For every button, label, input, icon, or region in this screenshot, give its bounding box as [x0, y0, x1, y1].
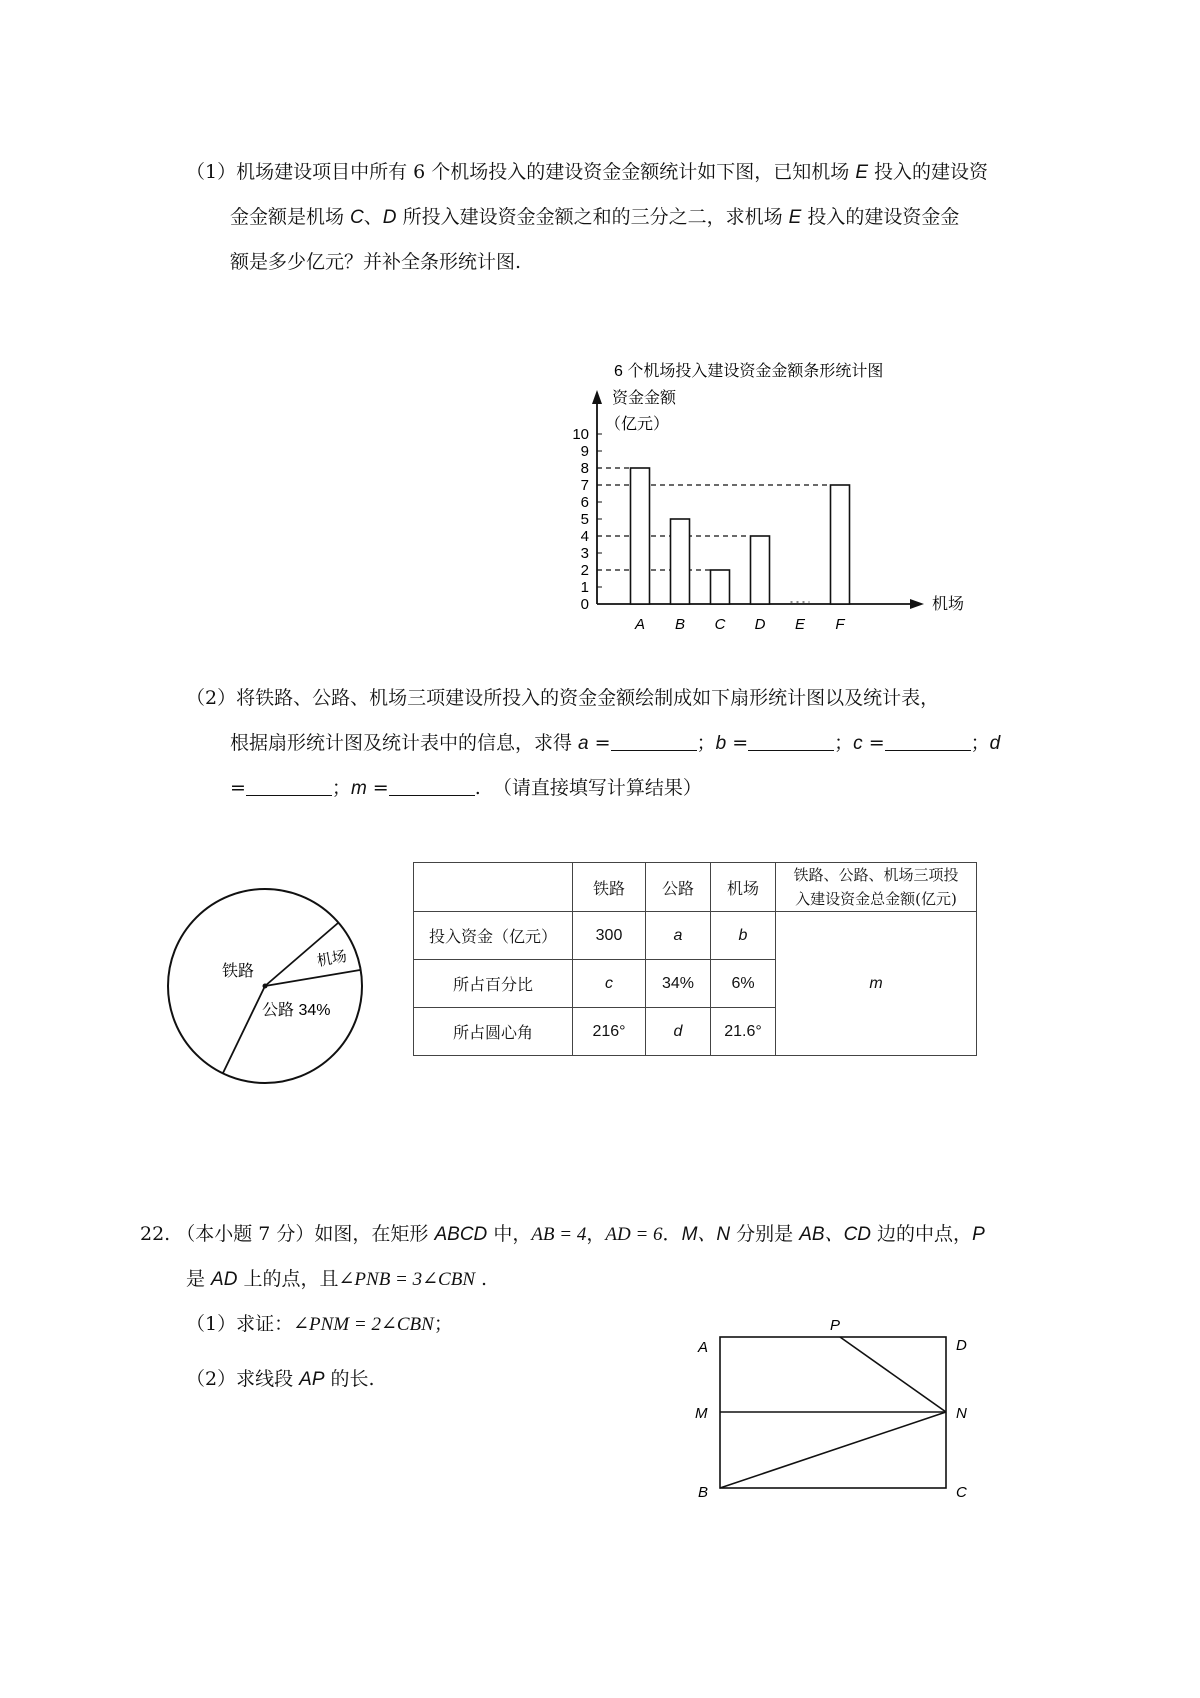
vertex-label-m: M — [695, 1405, 708, 1422]
table-cell: a — [646, 912, 711, 960]
table-header-line: 铁路、公路、机场三项投 — [793, 866, 959, 884]
y-tick-label: 6 — [580, 494, 589, 511]
vertex-label-n: N — [956, 1405, 967, 1422]
vertex-label-a: A — [698, 1339, 709, 1356]
pie-label-railway: 铁路 — [222, 963, 255, 980]
q2-line1: （2）将铁路、公路、机场三项建设所投入的资金金额绘制成如下扇形统计图以及统计表， — [186, 687, 940, 709]
bar-f — [831, 485, 850, 604]
x-axis-arrow — [910, 599, 924, 609]
y-tick-label: 1 — [580, 579, 589, 596]
q1-line2: 金金额是机场 C、D 所投入建设资金金额之和的三分之二，求机场 E 投入的建设资金金 — [230, 206, 960, 228]
pie-center — [263, 984, 268, 989]
vertex-label-c: C — [956, 1484, 967, 1500]
blank-c[interactable] — [885, 730, 971, 751]
x-tick-label: B — [674, 616, 686, 633]
table-cell: c — [573, 960, 646, 1008]
q1-line1: （1）机场建设项目中所有 6 个机场投入的建设资金金额统计如下图，已知机场 E 投入的建设资 — [186, 161, 989, 183]
table-header-row — [414, 863, 977, 912]
q1-line3: 额是多少亿元？并补全条形统计图. — [230, 251, 522, 273]
q22-part2: （2）求线段 AP 的长. — [186, 1368, 375, 1390]
chart-xlabel: 机场 — [932, 596, 965, 613]
pie-divider-railway-road — [223, 986, 265, 1073]
y-tick-label: 7 — [580, 477, 589, 494]
q2-line2: 根据扇形统计图及统计表中的信息，求得 a = ；b = ；c = ；d — [230, 732, 1001, 754]
table-cell: 300 — [573, 912, 646, 960]
bar-d — [751, 536, 770, 604]
segment-bn — [720, 1412, 946, 1488]
table-cell: d — [646, 1008, 711, 1056]
chart-title: 6 个机场投入建设资金金额条形统计图 — [614, 363, 884, 380]
y-tick-label: 3 — [580, 545, 589, 562]
bar-a — [631, 468, 650, 604]
bar-c — [711, 570, 730, 604]
chart-ylabel: 资金金额 — [612, 390, 677, 407]
y-tick-label: 5 — [580, 511, 589, 528]
vertex-label-b: B — [698, 1484, 709, 1500]
y-tick-label: 2 — [580, 562, 589, 579]
x-tick-label: F — [835, 616, 845, 633]
x-tick-label: A — [634, 616, 646, 633]
table-header-line: 入建设资金总金额(亿元) — [795, 890, 957, 908]
q22-part1: （1）求证：∠PNM = 2∠CBN； — [186, 1313, 453, 1335]
blank-b[interactable] — [748, 730, 834, 751]
pie-label-airport: 机场 — [315, 947, 349, 970]
y-tick-label: 9 — [580, 443, 589, 460]
segment-pn — [840, 1337, 946, 1412]
table-cell: 216° — [573, 1008, 646, 1056]
table-header-cell: 机场 — [711, 863, 776, 912]
table-header-cell — [776, 863, 977, 912]
table-cell-total: m — [776, 912, 977, 1056]
table-header-cell: 公路 — [646, 863, 711, 912]
x-tick-label: C — [714, 616, 726, 633]
table-cell: b — [711, 912, 776, 960]
x-tick-label: E — [794, 616, 806, 633]
vertex-label-p: P — [830, 1317, 841, 1334]
table-row-label: 所占百分比 — [414, 960, 573, 1008]
table-cell: 6% — [711, 960, 776, 1008]
blank-d[interactable] — [246, 775, 332, 796]
table-row-label: 所占圆心角 — [414, 1008, 573, 1056]
blank-m[interactable] — [389, 775, 475, 796]
y-tick-label: 0 — [580, 596, 589, 613]
stats-table — [413, 862, 977, 1056]
rectangle-figure — [680, 1300, 1000, 1500]
pie-divider-airport-road — [265, 970, 360, 986]
table-cell: 21.6° — [711, 1008, 776, 1056]
y-tick-label: 4 — [580, 528, 589, 545]
pie-label-road: 公路 34% — [262, 1002, 331, 1019]
x-tick-label: D — [754, 616, 766, 633]
q2-line3: = ；m = . （请直接填写计算结果） — [230, 777, 702, 799]
table-row-label: 投入资金（亿元） — [414, 912, 573, 960]
bar-b — [671, 519, 690, 604]
table-row — [414, 912, 977, 960]
y-tick-label: 10 — [572, 426, 589, 443]
table-header-cell — [414, 863, 573, 912]
pie-chart — [160, 880, 400, 1120]
vertex-label-d: D — [956, 1337, 967, 1354]
table-header-cell: 铁路 — [573, 863, 646, 912]
y-tick-label: 8 — [580, 460, 589, 477]
blank-a[interactable] — [611, 730, 697, 751]
bar-chart — [0, 0, 1200, 640]
table-cell: 34% — [646, 960, 711, 1008]
chart-ylabel-unit: （亿元） — [605, 416, 670, 433]
y-axis-arrow — [592, 390, 602, 404]
q22-line1: 22. （本小题 7 分）如图，在矩形 ABCD 中，AB = 4，AD = 6．M、N 分别是 AB、CD 边的中点，P — [140, 1223, 985, 1245]
q22-line2: 是 AD 上的点，且∠PNB = 3∠CBN . — [186, 1268, 488, 1290]
